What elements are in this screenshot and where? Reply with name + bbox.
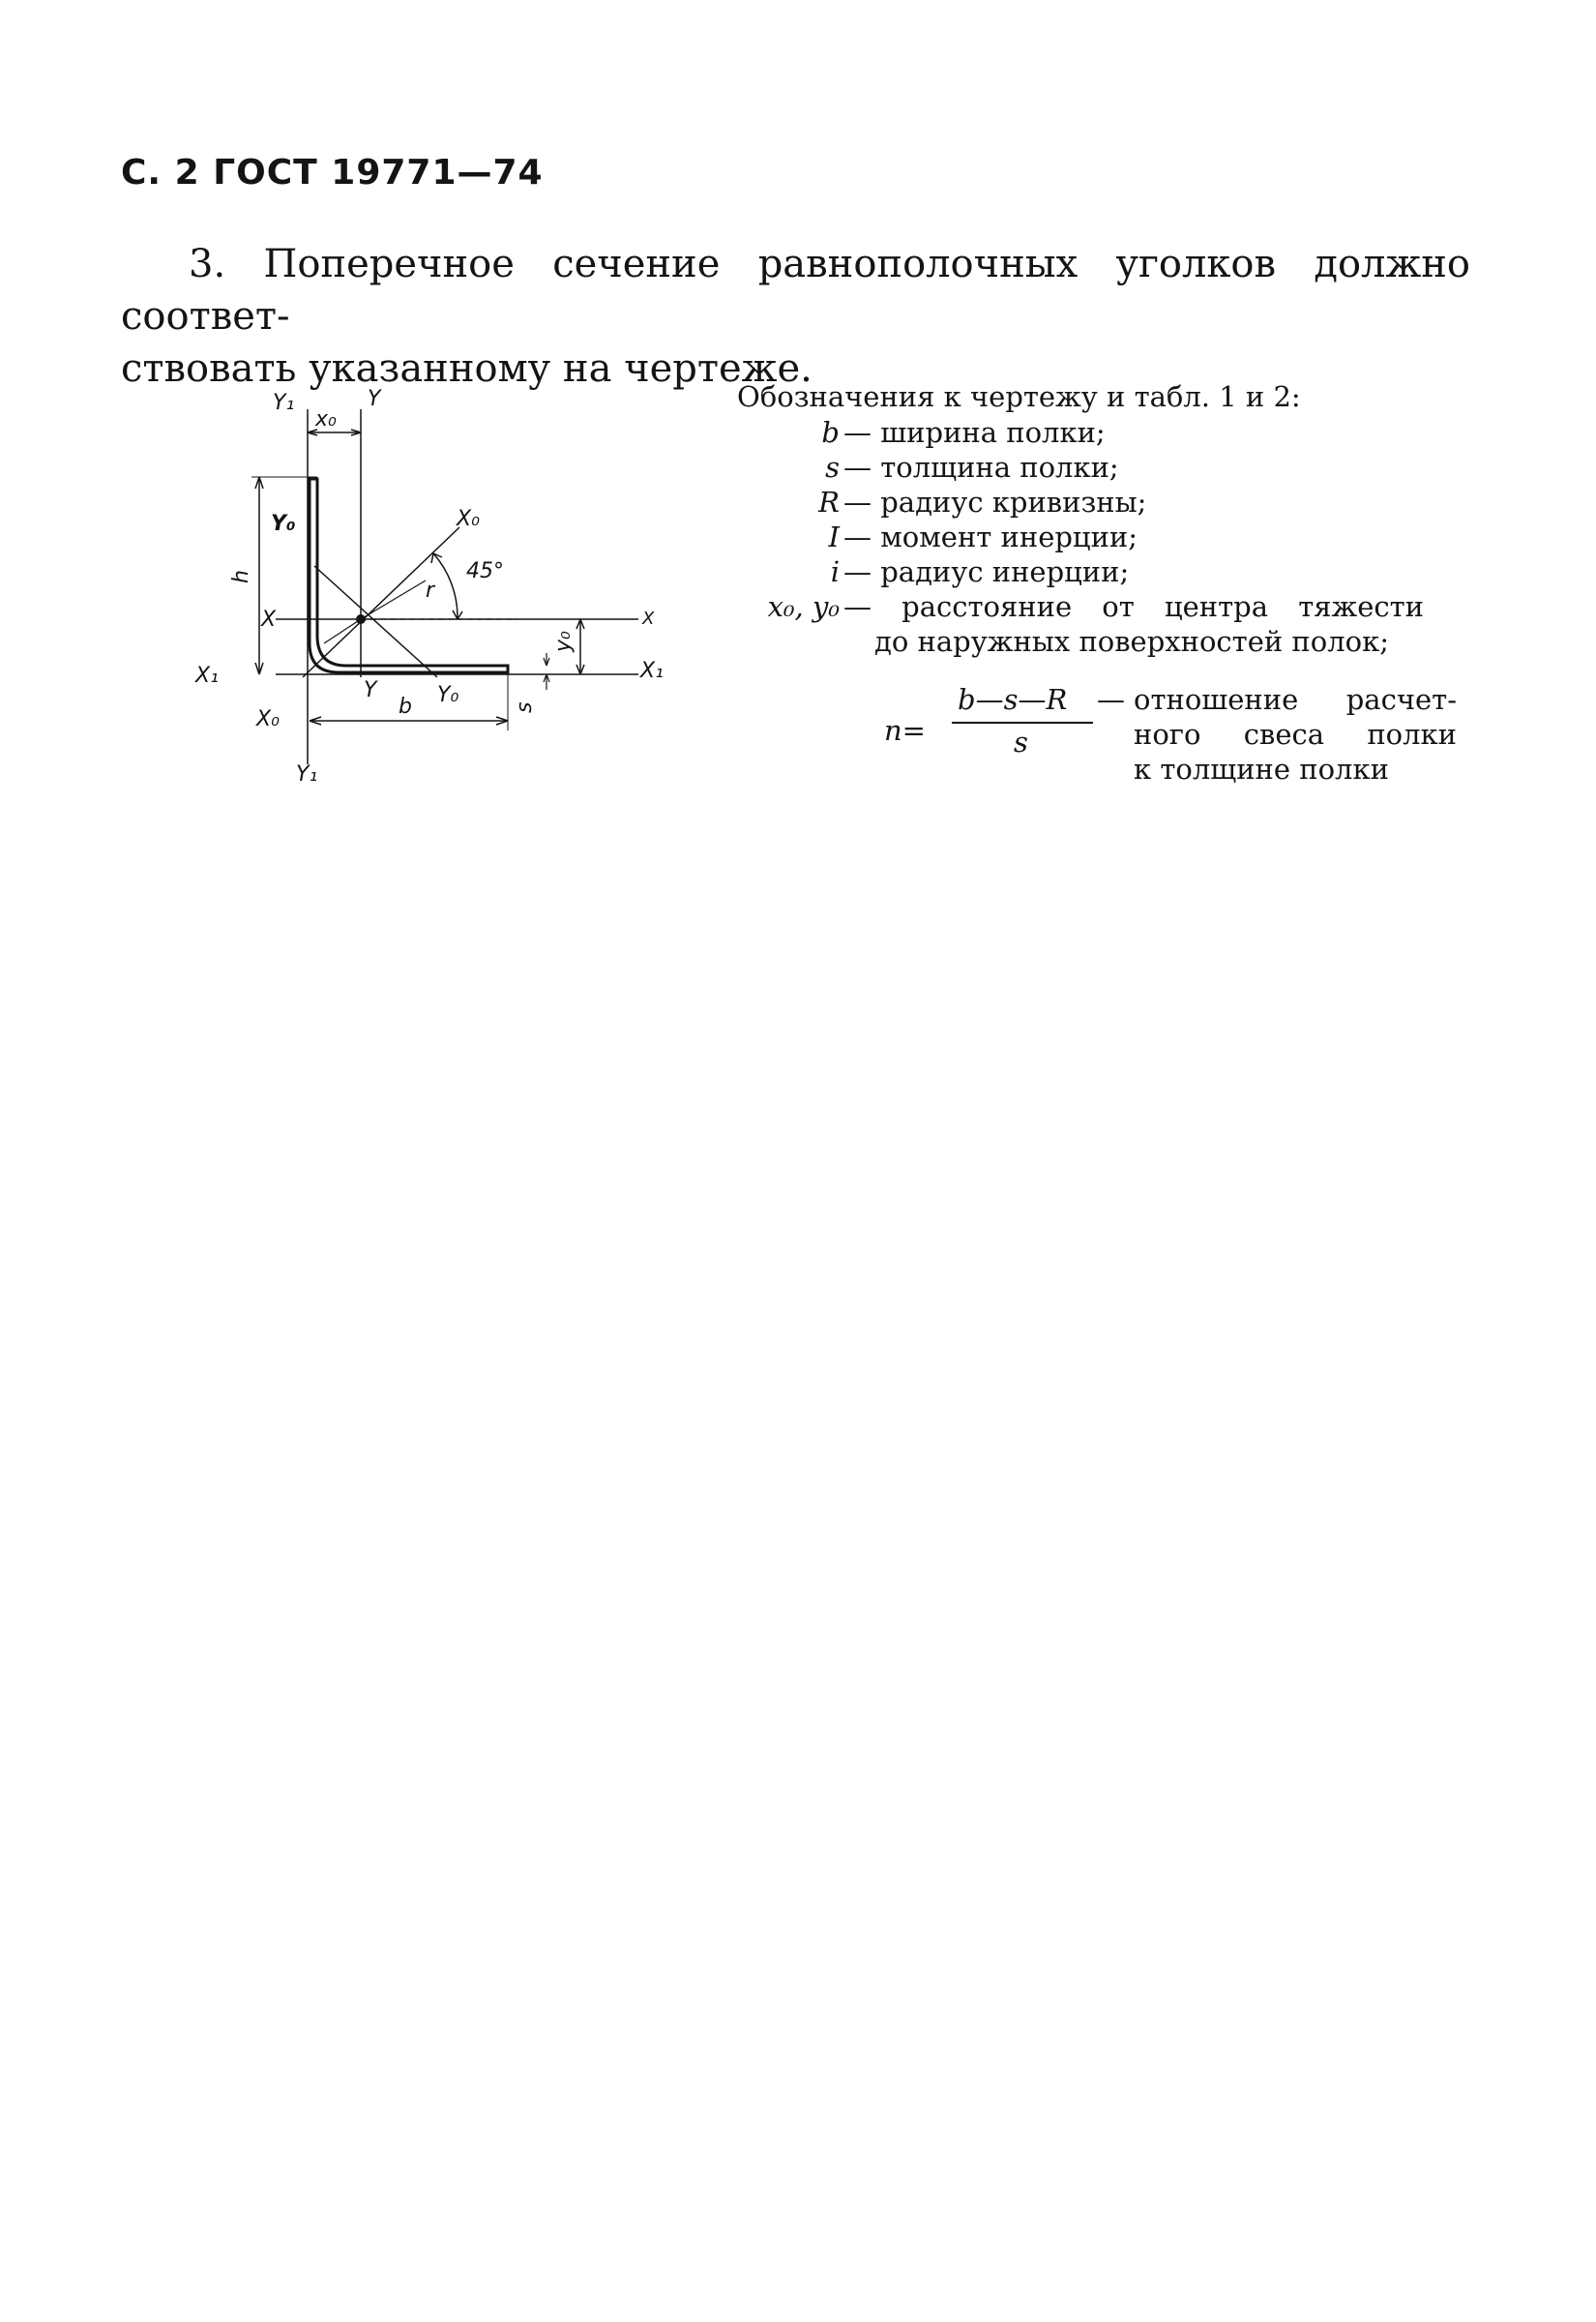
paragraph-3 xyxy=(121,238,1470,395)
legend-item-r xyxy=(0,486,1596,521)
legend-text: — момент инерции; xyxy=(843,521,1138,553)
label-x0-dim: x₀ xyxy=(315,407,337,432)
label-b: b xyxy=(399,695,412,719)
formula-denominator: s xyxy=(1014,726,1028,759)
legend-text: — толщина полки; xyxy=(843,451,1119,484)
formula-numerator: b—s—R xyxy=(958,683,1068,716)
paragraph-line-2: ствовать указанному на чертеже. xyxy=(121,346,813,391)
formula-text-2: ного свеса полки xyxy=(1134,718,1457,751)
legend-item-moment xyxy=(0,521,1596,555)
formula-block xyxy=(0,683,1596,789)
legend-text: — расстояние от центра тяжести xyxy=(843,590,1424,623)
label-y1-bottom: Y₁ xyxy=(296,762,318,787)
paragraph-line-1: 3. Поперечное сечение равнополочных уголков должно соответ- xyxy=(121,242,1470,339)
legend-text: — радиус кривизны; xyxy=(843,486,1147,519)
label-s: s xyxy=(513,701,537,713)
formula-text-3: к толщине полки xyxy=(1134,753,1389,786)
legend-symbol: R xyxy=(818,486,840,519)
label-y0-dim: y₀ xyxy=(551,631,576,652)
legend-text: — ширина полки; xyxy=(843,416,1106,449)
label-x-left: X xyxy=(261,608,277,632)
formula-text-1: отношение расчет- xyxy=(1134,683,1457,716)
label-x0-diag: X₀ xyxy=(457,507,480,531)
label-y0-left: Y₀ xyxy=(271,512,296,536)
legend-symbol: I xyxy=(828,521,840,553)
legend-item-b xyxy=(0,416,1596,451)
label-h: h xyxy=(229,570,253,583)
label-x1-right: X₁ xyxy=(640,659,664,683)
label-x-right: X xyxy=(642,609,655,629)
label-x1-left: X₁ xyxy=(195,664,219,688)
label-x0-bottom: X₀ xyxy=(256,707,280,731)
formula-lhs: n= xyxy=(884,714,926,747)
label-y0-bottom: Y₀ xyxy=(437,683,459,707)
legend-item-radius xyxy=(0,555,1596,590)
legend-title: Обозначения к чертежу и табл. 1 и 2: xyxy=(737,380,1301,413)
legend-item-x0y0 xyxy=(0,590,1596,660)
label-y-bottom: Y xyxy=(364,678,377,702)
legend-symbol: b xyxy=(821,416,840,449)
label-y-top: Y xyxy=(368,387,381,411)
legend-text: — радиус инерции; xyxy=(843,555,1130,588)
legend-symbol: x₀, y₀ xyxy=(767,590,840,623)
legend-text-continued: до наружных поверхностей полок; xyxy=(874,625,1389,658)
fraction-bar xyxy=(952,722,1093,724)
label-r: r xyxy=(426,579,435,603)
legend-item-s xyxy=(0,451,1596,486)
formula-dash: — xyxy=(1097,683,1125,716)
label-angle: 45° xyxy=(466,559,504,583)
legend-symbol: i xyxy=(830,555,840,588)
label-y1-top: Y₁ xyxy=(273,391,295,415)
page-header: С. 2 ГОСТ 19771—74 xyxy=(121,153,544,193)
legend-symbol: s xyxy=(825,451,840,484)
